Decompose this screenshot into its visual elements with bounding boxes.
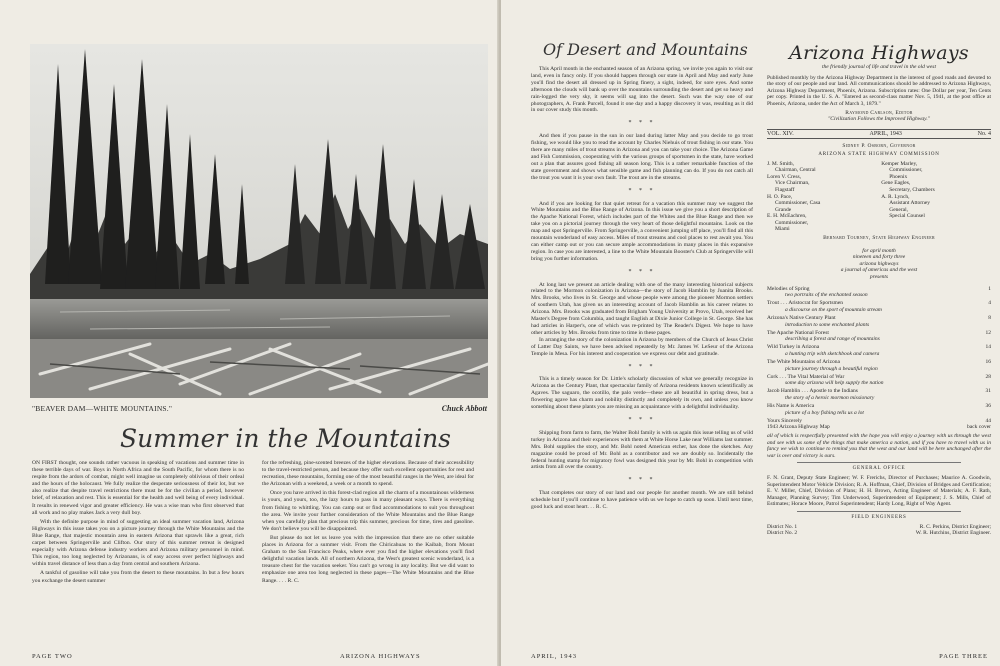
toc-page: 36 (985, 403, 991, 410)
toc-title: The Apache National Forest (767, 329, 829, 336)
commission-entry: H. O. Pace, (767, 193, 793, 200)
commission-entry: Commissioner, Phoenix (889, 167, 923, 180)
beaver-dam-photo (30, 44, 488, 398)
toc-intro-line: arizona highways (859, 260, 899, 267)
toc-description: a discourse on the sport of mountain stream (785, 306, 882, 313)
toc-entry (767, 315, 991, 322)
folio-page-two: PAGE TWO (32, 653, 73, 660)
commission-entry: Loren V. Cress, (767, 173, 802, 180)
article-paragraph: Once you have arrived in this forest-clad region all the charm of a mountainous wilderness is yours, and yours, too, the lazy hours to pass in many pleasant ways. There is everything from fishing to whittling. You can camp out or find accommodations to suit you throughout the area. We invite your further consideration of the White Mountains and the Blue Range when you carefully plan that precious trip this summer, precious for time, tires and gasoline. We don't believe you will be disappointed. (262, 490, 474, 532)
commission-entry: Secretary, Chambers (889, 186, 935, 193)
toc-page: 31 (985, 388, 991, 395)
article-paragraph: With the definite purpose in mind of suggesting an ideal summer vacation land, Arizona Highways in this issue takes you on a picture journey through the White Mountains and the Blue Range, that majestic mountain area in eastern Arizona that sprawls like a great, rich carpet between Springerville and Clifton. Our story of this summer retreat is designed especially with Arizona defense industry workers and Arizona military personnel in mind. This region, too long neglected by Arizonans, is of easy access over perfect highways and within travel distance of less than a day from central and southern Arizona. (32, 518, 244, 568)
section-divider: * * * (628, 120, 656, 127)
highway-engineer: Bernard Tourney, State Highway Engineer (823, 235, 935, 242)
editorial-paragraph: Shipping from farm to farm, the Walter Bohl family is with us again this issue telling us of wild turkey in Arizona and their experiences with them at White Horse Lake near Williams last summer. Mrs. Bohl supplies the story, and Mr. Bohl noted American etcher, has done the sketches. Any magazine could be proud of Mr. Bohl as a contributor and we are doubly so. Incidentally the federal hunting stamp for migratory fowl was designed this year by Mr. Bohl in competition with artists from all over the country. (531, 429, 754, 471)
folio-issue-date: APRIL, 1943 (531, 653, 578, 660)
photo-caption: "BEAVER DAM—WHITE MOUNTAINS." (32, 404, 173, 413)
photo-credit: Chuck Abbott (441, 404, 487, 413)
toc-intro-line: a journal of americas and the west (840, 267, 918, 274)
toc-page: 4 (988, 300, 991, 307)
editorial-paragraph: And then if you pause in the sun in our land during latter May and you decide to go trout fishing, we would like you to read the account by Charles Niehuis of trout fishing in our state. You there are many miles of trout streams in Arizona and you can take your choice. The Arizona Game and Fish Commission, cooperating with the various groups of sportsmen in the state, have worked out a plan that assures good fishing all season long. This is a rather remarkable function of the state government and shows what sensible game and fish planning can do. If you do not catch all the trout you want it is your own fault. The trout are in the streams. (531, 133, 753, 181)
editorial-paragraph: This is a timely season for Dr. Little's scholarly discussion of what we generally recognize in Arizona as the Century Plant, that spectacular family of Arizona residents known scientifically as Agaves. The saguaro, the ocotillo, the palo verde—these are all beautiful in spring dress, but a flowering agave has charm and nobility distinctly and completely its own, and unless you know something about these plants you are missing an acquaintance with a delightful individuality. (531, 376, 753, 411)
toc-intro-line: nineteen and forty three (852, 254, 906, 261)
toc-entry (767, 359, 991, 366)
commission-entry: Vice Chairman, Flagstaff (775, 180, 810, 193)
toc-description: a hunting trip with sketchbook and camera (785, 350, 880, 357)
commission-right (881, 161, 991, 234)
toc-description: picture journey through a beautiful region (785, 365, 878, 372)
section-divider: * * * (628, 363, 656, 370)
district: District No. 1 (767, 523, 798, 530)
toc-entry (767, 403, 991, 410)
toc-title: Melodies of Spring (767, 285, 810, 292)
toc-description: the story of a heroic mormon missionary (785, 395, 875, 402)
masthead (767, 42, 991, 537)
toc-title: His Name is America (767, 403, 815, 410)
toc-title: The White Mountains of Arizona (767, 359, 840, 366)
photo-illustration (30, 44, 488, 398)
commission-entry: J. M. Smith, (767, 160, 795, 167)
toc-page: 44 (985, 417, 991, 424)
commission-entry: A. R. Lynch, (881, 193, 910, 200)
toc-intro (767, 248, 991, 281)
toc-entry (767, 418, 991, 425)
editor-line: Raymond Carlson, Editor (845, 109, 913, 116)
toc-title: Trout . . . Aristocrat for Sportsmen (767, 300, 844, 307)
district: District No. 2 (767, 530, 798, 537)
editorial-column (531, 66, 753, 511)
editorial-paragraph: And if you are looking for that quiet retreat for a vacation this summer may we suggest the White Mountains and the Blue Range of Arizona. In this issue we give you a short description of the Apache National Forest, which includes part of the Whites and the Blue Range and then we take you on a pictorial journey through the very heart of those delightful mountains. Look on the map and spot Springerville. From Springerville, a convenient jumping off place, you'll find all this mountain wonderland of easy access. Miles of trout streams and cool places to rest await you. You can either camp out or you can secure ample accommodations in many places in this expansive region. In case you are interested, a line to the White Mountain Booster's Club at Springerville will bring you further information. (531, 200, 753, 262)
toc-entry (767, 344, 991, 351)
commission-entry: Commissioner, Casa Grande (775, 200, 821, 213)
toc-entry (767, 374, 991, 381)
article-column-1 (32, 460, 244, 587)
general-office: F. N. Grant, Deputy State Engineer; W. F. Frerichs, Director of Purchases; Maurice A. Goodwin, Superintendent Motor Vehicle Division; R. A. Hoffman, Chief, Division of Bridges and Certification; E. V. Miller, Chief, Division of Plans; H. H. Brown, Acting Engineer of Materials; A. F. Rath, Manager, Planning Survey; Tim Underwood, Superintendent of Equipment; J. S. Mills, Chief of Estimates; Horace Moore, Patrol Superintendent; Hardy Long, Right of Way Agent. (767, 474, 991, 508)
folio-page-three: PAGE THREE (939, 653, 988, 660)
toc-intro-line: for april month (862, 247, 896, 254)
motto: "Civilization Follows the Improved Highway." (827, 116, 931, 123)
section-divider: * * * (628, 477, 656, 484)
editorial-paragraph: In arranging the story of the colonization in Arizona by members of the Church of Jesus Christ of Latter Day Saints, we have been advised repeatedly by Mr. James W. LeSeur of the Arizona Temple in Mesa. For his interest and cooperation we express our debt and gratitude. (531, 336, 753, 357)
toc-description: introduction to some enchanted plants (785, 321, 870, 328)
toc-description: some day arizona will help supply the nation (785, 380, 884, 387)
governor-line: Sidney P. Osborn, Governor (842, 143, 916, 150)
article-paragraph: But please do not let us leave you with the impression that there are no other suitable places in Arizona for a summer visit. From the Chiricahuas to the Kaibab, from Mount Graham to the San Francisco Peaks, where ever you find the higher elevations you'll find delightful vacation lands. All of northern Arizona, the West's greatest scenic wonderland, is a treasure chest for the vacation seeker. You can't go wrong in any locality. But we did want to emphasize one area too long neglected in these pages—The White Mountains and the Blue Range. . . . R. C. (262, 534, 474, 584)
left-page (0, 0, 499, 666)
toc-description: two portraits of the enchanted season (785, 292, 868, 299)
toc-title: Wild Turkey in Arizona (767, 344, 820, 351)
toc-page: 14 (985, 344, 991, 351)
commission-entry: E. H. McEachren, (767, 213, 807, 220)
article-paragraph: A tankful of gasoline will take you from the desert to these mountains. In but a few hours you exchange the desert summer (32, 570, 244, 584)
article-column-2 (262, 460, 474, 587)
divider (797, 511, 961, 512)
commission-entry: Commissioner, Miami (775, 219, 809, 233)
toc-page: 28 (985, 373, 991, 380)
folio-magazine-name: ARIZONA HIGHWAYS (340, 653, 421, 660)
issue-date: APRIL, 1943 (869, 130, 902, 137)
editorial-paragraph: That completes our story of our land and our people for another month. We are still behind schedule but if you'll continue to have patience with us we hope to catch up soon. Until next time, good luck and stout heart. . . R. C. (531, 490, 753, 511)
volume-bar (767, 129, 991, 140)
issue-number: No. 4 (977, 130, 991, 137)
toc-page: 8 (988, 315, 991, 321)
divider (797, 462, 961, 463)
toc-note: all of which is respectfully presented with the hope you will enjoy a journey with us through the west and see with us some of the things that make america a nation, and if you have to travel with us in fancy we wish to continue to remind you that the west and our land will be here unchanged after the war is over and victory is ours. (767, 433, 991, 459)
toc-intro-line: presents (869, 274, 889, 281)
toc-title: Yours Sincerely (767, 417, 803, 424)
article-title: Summer in the Mountains (120, 424, 451, 453)
toc-title: 1943 Arizona Highway Map (767, 424, 830, 431)
publication-blurb: Published monthly by the Arizona Highway Department in the interest of good roads and devoted to the story of our people and our land. All communications should be addressed to Arizona Highways, Arizona Highway Department, Phoenix, Arizona. Subscription rates: One Dollar per year, Ten Cents per copy. Printed in the U. S. A. "Entered as second-class matter Nov. 5, 1941, at the post office at Phoenix, Arizona, under the Act of March 3, 1879." (767, 74, 991, 107)
section-divider: * * * (628, 268, 656, 275)
magazine-title: Arizona Highways (789, 42, 969, 64)
engineer-name: W. R. Hutchins, District Engineer. (915, 530, 991, 537)
section-divider: * * * (628, 187, 656, 194)
article-paragraph: ON FIRST thought, one sounds rather vacuous in speaking of vacations and summer time in these terrible days of war. Boys in North Africa and the South Pacific, for whom there is no respite from the ardors of combat, might well imagine us completely oblivious of their ordeal and the hours of the holocaust. We fully realize the desperate seriousness of their lot, but we also realize that despite travel restrictions there must be for the civilian a period, however brief, of relaxation and rest. This is essential for the health and well being of every individual. It results in renewed vigor and greater efficiency. He was a wise man who first observed that all work and no play makes Jack a very dull boy. (32, 460, 244, 516)
toc-title: Jacob Hamblin . . . Apostle to the Indians (767, 388, 858, 395)
toc-page: back cover (967, 424, 991, 431)
section-divider: * * * (628, 416, 656, 423)
field-engineer-row (767, 524, 991, 531)
commission-label: ARIZONA STATE HIGHWAY COMMISSION (818, 151, 940, 157)
editorial-paragraph: At long last we present an article dealing with one of the many interesting historical subjects related to the Mormon colonization in Arizona—the story of Jacob Hamblin by Juanita Brooks. Mrs. Brooks, who lives in St. George and whose people were among the pioneer Mormon settlers of southern Utah, has given us an interesting account of Jacob Hamblin as his career relates to Arizona. Mrs. Brooks was graduated from Brigham Young University at Provo, Utah, received her Master's Degree from Columbia, and taught English at Dixie Junior College in St. George. She has had articles in Harper's, one of which was re-printed by The Reader's Digest. We hope to have other articles by Mrs. Brooks from time to time in these pages. (531, 281, 753, 336)
commission-entry: Special Counsel (889, 213, 925, 220)
table-of-contents (767, 286, 991, 431)
article-paragraph: for the refreshing, pine-scented breezes of the higher elevations. Because of their accessibility to the travel-restricted person, and because they offer such excellent opportunities for rest and recreation, these mountains, forming one of the most beautiful ranges in the West, are ideal for the Arizonan with a weekend, a week or a month to spend. (262, 460, 474, 488)
magazine-subtitle: the friendly journal of life and travel in the old west (822, 64, 936, 70)
engineer-name: R. C. Perkins, District Engineer; (919, 523, 991, 530)
editorial-paragraph: This April month in the enchanted season of an Arizona spring, we invite you again to visit our land, even in fancy only. If you should happen through our state in April and May and early June you'll find the desert all dressed up in Spring finery, a sight, indeed, for sore eyes. And some afternoon the clouds will bank up over the mountains surrounding the desert and get so heavy and rain-logged the very sky, it seems will sag into the desert. Such was the way one of our photographers, A. Frank Purcell, found it one day and a happy discovery it was, resulting as it did in our cover study this month. (531, 66, 753, 114)
toc-title: Arizona's Native Century Plant (767, 315, 836, 321)
toc-entry (767, 300, 991, 307)
toc-description: describing a forest and range of mountains (785, 336, 880, 343)
toc-page: 12 (985, 329, 991, 336)
toc-title: Cork . . . The Vital Material of War (767, 373, 845, 380)
commission-entry: Chairman, Central (775, 167, 816, 174)
general-office-label: GENERAL OFFICE (852, 466, 906, 472)
toc-entry (767, 424, 991, 431)
commission-entry: Kemper Marley, (881, 160, 918, 167)
toc-description: picture of a boy fishing tells us a lot (785, 409, 864, 416)
commission-left (767, 161, 877, 234)
toc-page: 1 (988, 285, 991, 292)
field-engineer-row (767, 530, 991, 537)
volume: VOL. XIV. (767, 130, 794, 137)
right-page (501, 0, 1000, 666)
commission-entry: Assistant Attorney General, (889, 200, 931, 213)
editorial-title: Of Desert and Mountains (543, 40, 748, 59)
commission-entry: Gene Eagles, (881, 180, 911, 187)
field-engineers-label: FIELD ENGINEERS (851, 514, 907, 520)
toc-page: 16 (985, 359, 991, 366)
commission-list (767, 161, 991, 234)
